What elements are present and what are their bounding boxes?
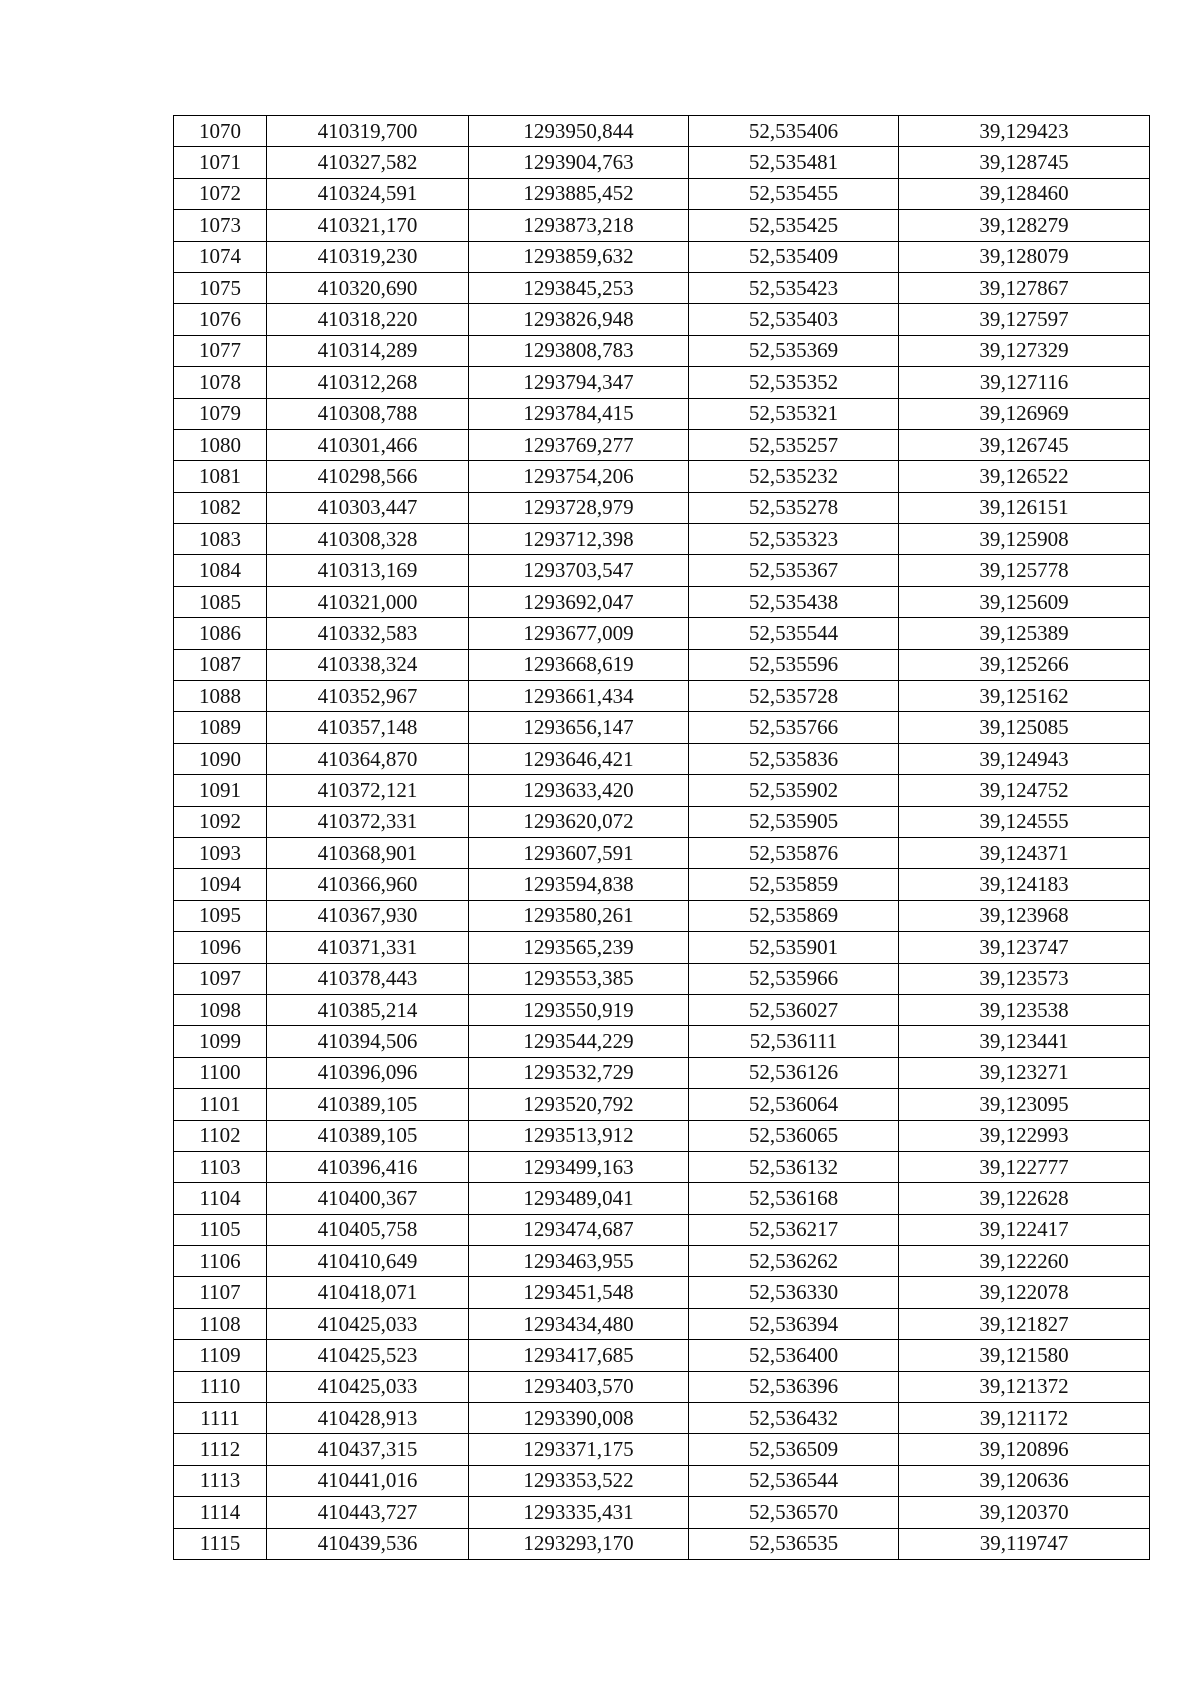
latitude-cell: 52,536065 (689, 1120, 899, 1151)
x-coordinate-cell: 410428,913 (267, 1403, 469, 1434)
x-coordinate-cell: 410352,967 (267, 681, 469, 712)
y-coordinate-cell: 1293620,072 (469, 806, 689, 837)
point-number-cell: 1098 (174, 994, 267, 1025)
point-number-cell: 1092 (174, 806, 267, 837)
table-row (174, 335, 1150, 366)
longitude-cell: 39,124183 (899, 869, 1150, 900)
longitude-cell: 39,122260 (899, 1246, 1150, 1277)
table-row (174, 1026, 1150, 1057)
point-number-cell: 1093 (174, 837, 267, 868)
y-coordinate-cell: 1293826,948 (469, 304, 689, 335)
latitude-cell: 52,535409 (689, 241, 899, 272)
table-row (174, 1434, 1150, 1465)
y-coordinate-cell: 1293580,261 (469, 900, 689, 931)
y-coordinate-cell: 1293607,591 (469, 837, 689, 868)
x-coordinate-cell: 410410,649 (267, 1246, 469, 1277)
y-coordinate-cell: 1293794,347 (469, 367, 689, 398)
latitude-cell: 52,536262 (689, 1246, 899, 1277)
latitude-cell: 52,535728 (689, 681, 899, 712)
point-number-cell: 1109 (174, 1340, 267, 1371)
y-coordinate-cell: 1293784,415 (469, 398, 689, 429)
table-row (174, 304, 1150, 335)
latitude-cell: 52,535369 (689, 335, 899, 366)
longitude-cell: 39,127116 (899, 367, 1150, 398)
y-coordinate-cell: 1293463,955 (469, 1246, 689, 1277)
latitude-cell: 52,535596 (689, 649, 899, 680)
latitude-cell: 52,535278 (689, 492, 899, 523)
y-coordinate-cell: 1293532,729 (469, 1057, 689, 1088)
point-number-cell: 1076 (174, 304, 267, 335)
x-coordinate-cell: 410443,727 (267, 1497, 469, 1528)
latitude-cell: 52,535766 (689, 712, 899, 743)
latitude-cell: 52,535481 (689, 147, 899, 178)
x-coordinate-cell: 410308,328 (267, 524, 469, 555)
longitude-cell: 39,120370 (899, 1497, 1150, 1528)
point-number-cell: 1071 (174, 147, 267, 178)
longitude-cell: 39,123538 (899, 994, 1150, 1025)
point-number-cell: 1095 (174, 900, 267, 931)
longitude-cell: 39,125389 (899, 618, 1150, 649)
point-number-cell: 1073 (174, 210, 267, 241)
latitude-cell: 52,536535 (689, 1528, 899, 1559)
x-coordinate-cell: 410367,930 (267, 900, 469, 931)
point-number-cell: 1084 (174, 555, 267, 586)
y-coordinate-cell: 1293656,147 (469, 712, 689, 743)
y-coordinate-cell: 1293754,206 (469, 461, 689, 492)
latitude-cell: 52,536544 (689, 1465, 899, 1496)
longitude-cell: 39,123573 (899, 963, 1150, 994)
longitude-cell: 39,125085 (899, 712, 1150, 743)
longitude-cell: 39,125908 (899, 524, 1150, 555)
longitude-cell: 39,121372 (899, 1371, 1150, 1402)
table-row (174, 1151, 1150, 1182)
point-number-cell: 1107 (174, 1277, 267, 1308)
y-coordinate-cell: 1293474,687 (469, 1214, 689, 1245)
latitude-cell: 52,536432 (689, 1403, 899, 1434)
point-number-cell: 1106 (174, 1246, 267, 1277)
x-coordinate-cell: 410378,443 (267, 963, 469, 994)
latitude-cell: 52,536509 (689, 1434, 899, 1465)
longitude-cell: 39,121827 (899, 1308, 1150, 1339)
y-coordinate-cell: 1293417,685 (469, 1340, 689, 1371)
point-number-cell: 1094 (174, 869, 267, 900)
x-coordinate-cell: 410298,566 (267, 461, 469, 492)
point-number-cell: 1113 (174, 1465, 267, 1496)
latitude-cell: 52,535902 (689, 775, 899, 806)
latitude-cell: 52,535901 (689, 932, 899, 963)
latitude-cell: 52,536394 (689, 1308, 899, 1339)
table-row (174, 681, 1150, 712)
point-number-cell: 1114 (174, 1497, 267, 1528)
latitude-cell: 52,536126 (689, 1057, 899, 1088)
table-row (174, 1214, 1150, 1245)
point-number-cell: 1103 (174, 1151, 267, 1182)
x-coordinate-cell: 410372,121 (267, 775, 469, 806)
y-coordinate-cell: 1293873,218 (469, 210, 689, 241)
x-coordinate-cell: 410437,315 (267, 1434, 469, 1465)
point-number-cell: 1108 (174, 1308, 267, 1339)
x-coordinate-cell: 410425,523 (267, 1340, 469, 1371)
x-coordinate-cell: 410308,788 (267, 398, 469, 429)
table-row (174, 1308, 1150, 1339)
x-coordinate-cell: 410321,170 (267, 210, 469, 241)
y-coordinate-cell: 1293845,253 (469, 272, 689, 303)
point-number-cell: 1077 (174, 335, 267, 366)
x-coordinate-cell: 410394,506 (267, 1026, 469, 1057)
table-row (174, 116, 1150, 147)
longitude-cell: 39,122993 (899, 1120, 1150, 1151)
table-row (174, 1340, 1150, 1371)
point-number-cell: 1100 (174, 1057, 267, 1088)
latitude-cell: 52,536330 (689, 1277, 899, 1308)
longitude-cell: 39,127597 (899, 304, 1150, 335)
y-coordinate-cell: 1293335,431 (469, 1497, 689, 1528)
table-row (174, 398, 1150, 429)
x-coordinate-cell: 410400,367 (267, 1183, 469, 1214)
x-coordinate-cell: 410301,466 (267, 429, 469, 460)
longitude-cell: 39,128460 (899, 178, 1150, 209)
y-coordinate-cell: 1293885,452 (469, 178, 689, 209)
x-coordinate-cell: 410313,169 (267, 555, 469, 586)
y-coordinate-cell: 1293703,547 (469, 555, 689, 586)
point-number-cell: 1112 (174, 1434, 267, 1465)
latitude-cell: 52,536064 (689, 1089, 899, 1120)
longitude-cell: 39,127867 (899, 272, 1150, 303)
x-coordinate-cell: 410366,960 (267, 869, 469, 900)
table-row (174, 649, 1150, 680)
y-coordinate-cell: 1293293,170 (469, 1528, 689, 1559)
y-coordinate-cell: 1293668,619 (469, 649, 689, 680)
latitude-cell: 52,535438 (689, 586, 899, 617)
y-coordinate-cell: 1293544,229 (469, 1026, 689, 1057)
y-coordinate-cell: 1293646,421 (469, 743, 689, 774)
coordinates-table (173, 115, 1150, 1560)
table-row (174, 1246, 1150, 1277)
latitude-cell: 52,535905 (689, 806, 899, 837)
point-number-cell: 1101 (174, 1089, 267, 1120)
x-coordinate-cell: 410324,591 (267, 178, 469, 209)
y-coordinate-cell: 1293390,008 (469, 1403, 689, 1434)
table-row (174, 900, 1150, 931)
latitude-cell: 52,535544 (689, 618, 899, 649)
table-row (174, 775, 1150, 806)
longitude-cell: 39,123441 (899, 1026, 1150, 1057)
y-coordinate-cell: 1293371,175 (469, 1434, 689, 1465)
point-number-cell: 1081 (174, 461, 267, 492)
point-number-cell: 1079 (174, 398, 267, 429)
latitude-cell: 52,535423 (689, 272, 899, 303)
point-number-cell: 1087 (174, 649, 267, 680)
y-coordinate-cell: 1293712,398 (469, 524, 689, 555)
longitude-cell: 39,120896 (899, 1434, 1150, 1465)
longitude-cell: 39,120636 (899, 1465, 1150, 1496)
y-coordinate-cell: 1293520,792 (469, 1089, 689, 1120)
table-row (174, 1057, 1150, 1088)
point-number-cell: 1096 (174, 932, 267, 963)
latitude-cell: 52,536570 (689, 1497, 899, 1528)
y-coordinate-cell: 1293633,420 (469, 775, 689, 806)
longitude-cell: 39,123747 (899, 932, 1150, 963)
y-coordinate-cell: 1293594,838 (469, 869, 689, 900)
x-coordinate-cell: 410396,416 (267, 1151, 469, 1182)
y-coordinate-cell: 1293661,434 (469, 681, 689, 712)
x-coordinate-cell: 410364,870 (267, 743, 469, 774)
x-coordinate-cell: 410425,033 (267, 1308, 469, 1339)
point-number-cell: 1075 (174, 272, 267, 303)
table-row (174, 1371, 1150, 1402)
point-number-cell: 1089 (174, 712, 267, 743)
point-number-cell: 1099 (174, 1026, 267, 1057)
y-coordinate-cell: 1293451,548 (469, 1277, 689, 1308)
table-row (174, 1465, 1150, 1496)
y-coordinate-cell: 1293904,763 (469, 147, 689, 178)
latitude-cell: 52,535876 (689, 837, 899, 868)
point-number-cell: 1080 (174, 429, 267, 460)
latitude-cell: 52,536132 (689, 1151, 899, 1182)
longitude-cell: 39,121580 (899, 1340, 1150, 1371)
table-row (174, 429, 1150, 460)
y-coordinate-cell: 1293499,163 (469, 1151, 689, 1182)
latitude-cell: 52,535232 (689, 461, 899, 492)
longitude-cell: 39,125609 (899, 586, 1150, 617)
y-coordinate-cell: 1293859,632 (469, 241, 689, 272)
point-number-cell: 1070 (174, 116, 267, 147)
x-coordinate-cell: 410418,071 (267, 1277, 469, 1308)
table-row (174, 210, 1150, 241)
x-coordinate-cell: 410372,331 (267, 806, 469, 837)
longitude-cell: 39,123271 (899, 1057, 1150, 1088)
y-coordinate-cell: 1293550,919 (469, 994, 689, 1025)
latitude-cell: 52,536400 (689, 1340, 899, 1371)
table-row (174, 932, 1150, 963)
x-coordinate-cell: 410425,033 (267, 1371, 469, 1402)
y-coordinate-cell: 1293950,844 (469, 116, 689, 147)
y-coordinate-cell: 1293553,385 (469, 963, 689, 994)
point-number-cell: 1083 (174, 524, 267, 555)
point-number-cell: 1082 (174, 492, 267, 523)
latitude-cell: 52,536168 (689, 1183, 899, 1214)
table-row (174, 241, 1150, 272)
longitude-cell: 39,129423 (899, 116, 1150, 147)
x-coordinate-cell: 410319,700 (267, 116, 469, 147)
y-coordinate-cell: 1293692,047 (469, 586, 689, 617)
point-number-cell: 1115 (174, 1528, 267, 1559)
point-number-cell: 1102 (174, 1120, 267, 1151)
latitude-cell: 52,536217 (689, 1214, 899, 1245)
y-coordinate-cell: 1293434,480 (469, 1308, 689, 1339)
y-coordinate-cell: 1293769,277 (469, 429, 689, 460)
latitude-cell: 52,535966 (689, 963, 899, 994)
x-coordinate-cell: 410319,230 (267, 241, 469, 272)
y-coordinate-cell: 1293565,239 (469, 932, 689, 963)
y-coordinate-cell: 1293489,041 (469, 1183, 689, 1214)
y-coordinate-cell: 1293808,783 (469, 335, 689, 366)
x-coordinate-cell: 410327,582 (267, 147, 469, 178)
longitude-cell: 39,121172 (899, 1403, 1150, 1434)
table-row (174, 492, 1150, 523)
table-row (174, 1528, 1150, 1559)
latitude-cell: 52,535869 (689, 900, 899, 931)
latitude-cell: 52,535455 (689, 178, 899, 209)
longitude-cell: 39,124371 (899, 837, 1150, 868)
table-row (174, 178, 1150, 209)
longitude-cell: 39,122628 (899, 1183, 1150, 1214)
longitude-cell: 39,125162 (899, 681, 1150, 712)
latitude-cell: 52,535323 (689, 524, 899, 555)
latitude-cell: 52,536111 (689, 1026, 899, 1057)
latitude-cell: 52,535352 (689, 367, 899, 398)
table-row (174, 837, 1150, 868)
table-row (174, 743, 1150, 774)
table-row (174, 272, 1150, 303)
point-number-cell: 1072 (174, 178, 267, 209)
point-number-cell: 1074 (174, 241, 267, 272)
longitude-cell: 39,128745 (899, 147, 1150, 178)
table-row (174, 367, 1150, 398)
table-row (174, 712, 1150, 743)
latitude-cell: 52,535321 (689, 398, 899, 429)
table-row (174, 524, 1150, 555)
longitude-cell: 39,124943 (899, 743, 1150, 774)
table-row (174, 1089, 1150, 1120)
longitude-cell: 39,128279 (899, 210, 1150, 241)
x-coordinate-cell: 410405,758 (267, 1214, 469, 1245)
table-row (174, 1120, 1150, 1151)
x-coordinate-cell: 410332,583 (267, 618, 469, 649)
x-coordinate-cell: 410321,000 (267, 586, 469, 617)
point-number-cell: 1105 (174, 1214, 267, 1245)
table-row (174, 586, 1150, 617)
latitude-cell: 52,535859 (689, 869, 899, 900)
table-row (174, 1277, 1150, 1308)
y-coordinate-cell: 1293403,570 (469, 1371, 689, 1402)
point-number-cell: 1111 (174, 1403, 267, 1434)
point-number-cell: 1090 (174, 743, 267, 774)
x-coordinate-cell: 410312,268 (267, 367, 469, 398)
point-number-cell: 1104 (174, 1183, 267, 1214)
longitude-cell: 39,125778 (899, 555, 1150, 586)
latitude-cell: 52,535425 (689, 210, 899, 241)
table-row (174, 869, 1150, 900)
longitude-cell: 39,119747 (899, 1528, 1150, 1559)
longitude-cell: 39,126151 (899, 492, 1150, 523)
point-number-cell: 1091 (174, 775, 267, 806)
table-row (174, 1183, 1150, 1214)
x-coordinate-cell: 410368,901 (267, 837, 469, 868)
latitude-cell: 52,536027 (689, 994, 899, 1025)
table-row (174, 618, 1150, 649)
longitude-cell: 39,122777 (899, 1151, 1150, 1182)
coordinates-table-body (174, 116, 1150, 1560)
point-number-cell: 1088 (174, 681, 267, 712)
table-row (174, 1497, 1150, 1528)
point-number-cell: 1086 (174, 618, 267, 649)
longitude-cell: 39,122417 (899, 1214, 1150, 1245)
longitude-cell: 39,127329 (899, 335, 1150, 366)
x-coordinate-cell: 410318,220 (267, 304, 469, 335)
x-coordinate-cell: 410303,447 (267, 492, 469, 523)
table-row (174, 806, 1150, 837)
x-coordinate-cell: 410320,690 (267, 272, 469, 303)
latitude-cell: 52,535257 (689, 429, 899, 460)
longitude-cell: 39,123968 (899, 900, 1150, 931)
longitude-cell: 39,125266 (899, 649, 1150, 680)
latitude-cell: 52,535406 (689, 116, 899, 147)
longitude-cell: 39,123095 (899, 1089, 1150, 1120)
table-row (174, 994, 1150, 1025)
longitude-cell: 39,122078 (899, 1277, 1150, 1308)
longitude-cell: 39,126969 (899, 398, 1150, 429)
latitude-cell: 52,536396 (689, 1371, 899, 1402)
x-coordinate-cell: 410385,214 (267, 994, 469, 1025)
point-number-cell: 1110 (174, 1371, 267, 1402)
y-coordinate-cell: 1293513,912 (469, 1120, 689, 1151)
longitude-cell: 39,126745 (899, 429, 1150, 460)
x-coordinate-cell: 410389,105 (267, 1120, 469, 1151)
latitude-cell: 52,535403 (689, 304, 899, 335)
y-coordinate-cell: 1293677,009 (469, 618, 689, 649)
table-row (174, 963, 1150, 994)
point-number-cell: 1085 (174, 586, 267, 617)
longitude-cell: 39,124752 (899, 775, 1150, 806)
x-coordinate-cell: 410441,016 (267, 1465, 469, 1496)
y-coordinate-cell: 1293728,979 (469, 492, 689, 523)
x-coordinate-cell: 410439,536 (267, 1528, 469, 1559)
point-number-cell: 1078 (174, 367, 267, 398)
longitude-cell: 39,126522 (899, 461, 1150, 492)
longitude-cell: 39,124555 (899, 806, 1150, 837)
x-coordinate-cell: 410371,331 (267, 932, 469, 963)
table-row (174, 461, 1150, 492)
latitude-cell: 52,535836 (689, 743, 899, 774)
table-row (174, 147, 1150, 178)
table-row (174, 1403, 1150, 1434)
x-coordinate-cell: 410338,324 (267, 649, 469, 680)
longitude-cell: 39,128079 (899, 241, 1150, 272)
x-coordinate-cell: 410314,289 (267, 335, 469, 366)
x-coordinate-cell: 410357,148 (267, 712, 469, 743)
point-number-cell: 1097 (174, 963, 267, 994)
x-coordinate-cell: 410389,105 (267, 1089, 469, 1120)
table-row (174, 555, 1150, 586)
latitude-cell: 52,535367 (689, 555, 899, 586)
y-coordinate-cell: 1293353,522 (469, 1465, 689, 1496)
x-coordinate-cell: 410396,096 (267, 1057, 469, 1088)
